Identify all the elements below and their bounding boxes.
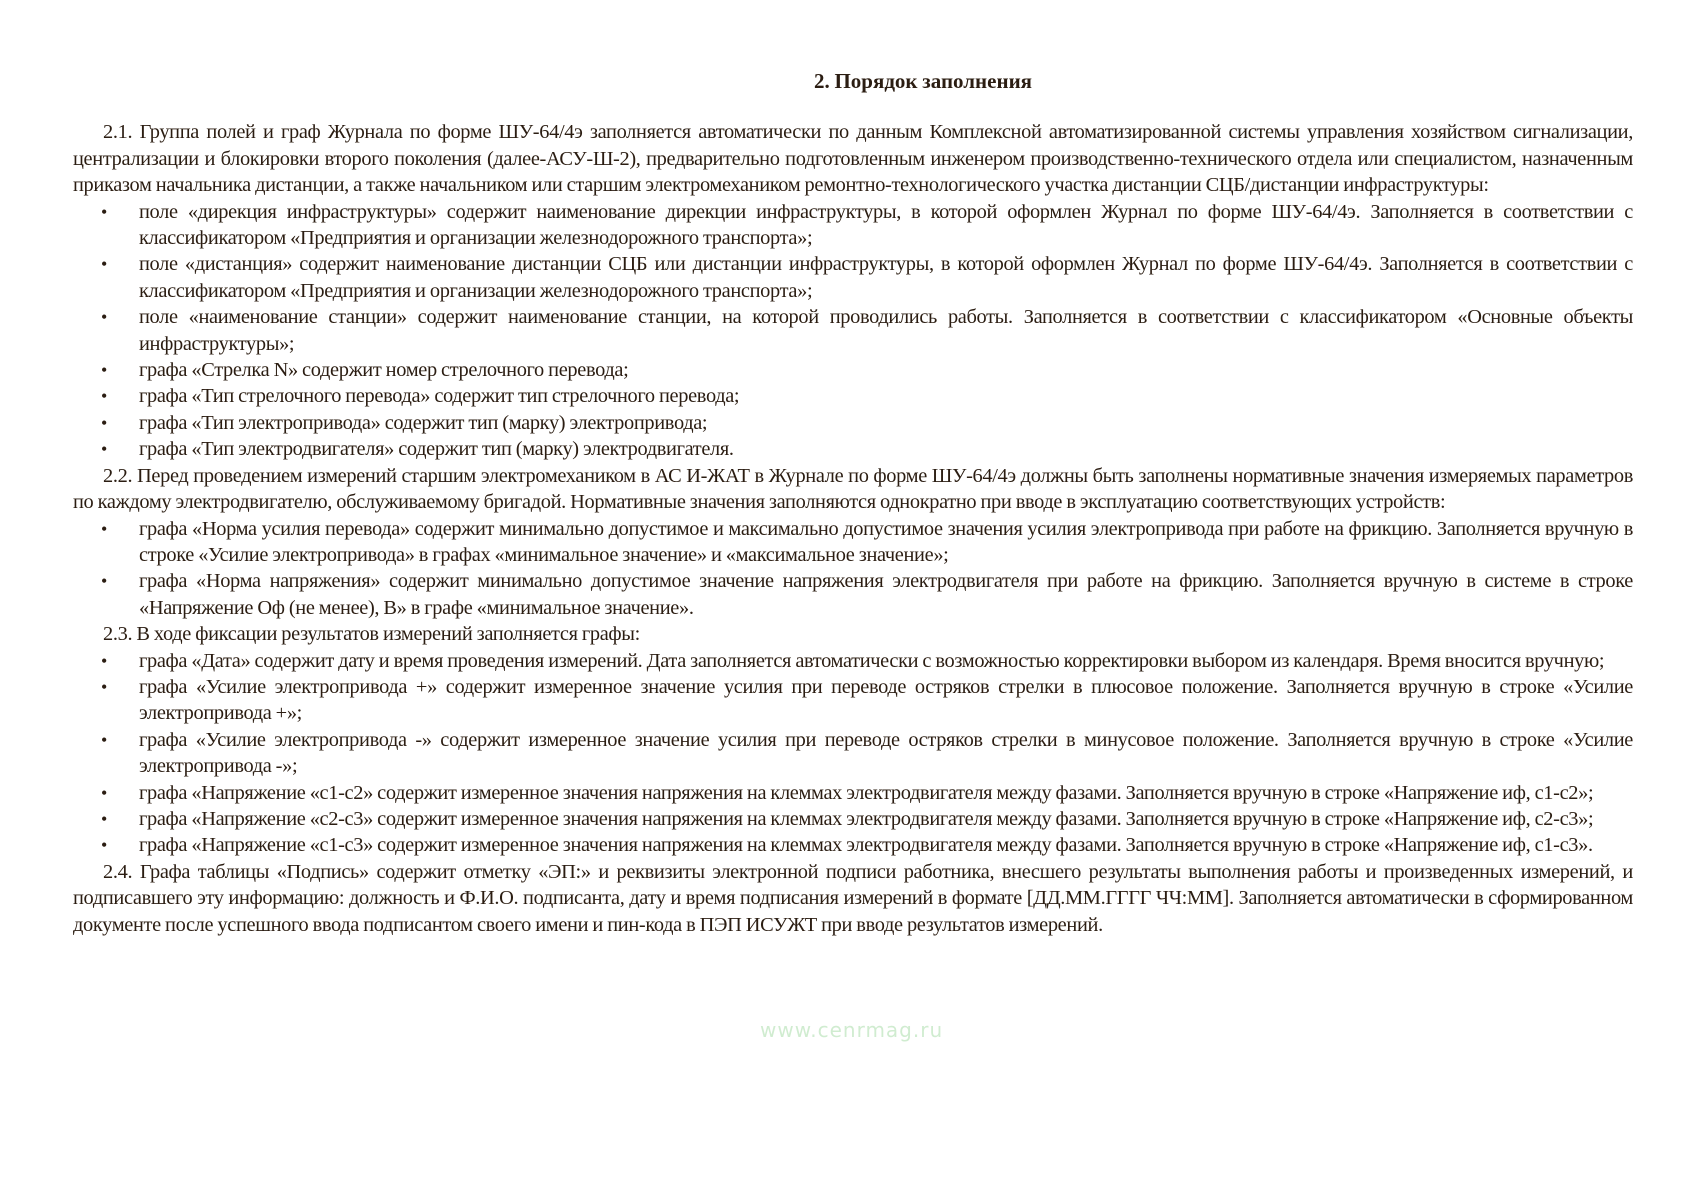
bullet-icon: • bbox=[101, 386, 107, 407]
list-item bbox=[73, 780, 1633, 806]
paragraph-2-2: 2.2. Перед проведением измерений старшим электромехаником в АС И-ЖАТ в Журнале по форме ШУ-64/4э должны быть заполнены нормативные значения измеряемых параметров по каждому электродвигателю, обслуживаемому бригадой. Нормативные значения заполняются однократно при вводе в эксплуатацию соответствующих устройств: bbox=[73, 464, 1633, 514]
list-item-text: графа «Стрелка N» содержит номер стрелочного перевода; bbox=[139, 359, 629, 382]
list-item-text: поле «дирекция инфраструктуры» содержит наименование дирекции инфраструктуры, в которой оформлен Журнал по форме ШУ-64/4э. Заполняется в соответствии с классификатором «Предприятия и организации железнодорожного транспорта»; bbox=[139, 200, 1633, 250]
list-item-text: графа «Тип электродвигателя» содержит тип (марку) электродвигателя. bbox=[139, 438, 734, 461]
list-item-text: поле «наименование станции» содержит наименование станции, на которой проводились работы. Заполняется в соответствии с классификатором «Основные объекты инфраструктуры»; bbox=[139, 306, 1633, 355]
list-item-text: графа «Усилие электропривода +» содержит измеренное значение усилия при переводе остряков стрелки в плюсовое положение. Заполняется вручную в строке «Усилие электропривода +»; bbox=[139, 675, 1633, 725]
list-item-text: графа «Напряжение «с2-с3» содержит измеренное значения напряжения на клеммах электродвигателя между фазами. Заполняется вручную в строке «Напряжение иф, с2-с3»; bbox=[139, 807, 1594, 830]
section-2-2 bbox=[73, 463, 1633, 621]
list-item-text: поле «дистанция» содержит наименование дистанции СЦБ или дистанции инфраструктуры, в которой оформлен Журнал по форме ШУ-64/4э. Заполняется в соответствии с классификатором «Предприятия и организации железнодорожного транспорта»; bbox=[139, 253, 1633, 302]
bullet-icon: • bbox=[101, 808, 107, 829]
bullet-icon: • bbox=[101, 676, 107, 697]
bullet-icon: • bbox=[101, 360, 107, 381]
bullet-icon: • bbox=[101, 307, 107, 328]
bullet-icon: • bbox=[101, 571, 107, 592]
paragraph-2-3: 2.3. В ходе фиксации результатов измерений заполняется графы: bbox=[103, 623, 640, 646]
list-item bbox=[73, 436, 1633, 462]
list-item bbox=[73, 568, 1633, 621]
list-item bbox=[73, 383, 1633, 409]
bullet-list-2-2 bbox=[73, 516, 1633, 622]
list-item-text: графа «Тип стрелочного перевода» содержит тип стрелочного перевода; bbox=[139, 385, 740, 408]
section-2-1 bbox=[73, 119, 1633, 462]
section-2-3 bbox=[73, 621, 1633, 859]
bullet-icon: • bbox=[101, 650, 107, 671]
document-page bbox=[73, 68, 1633, 938]
list-item bbox=[73, 806, 1633, 832]
list-item bbox=[73, 251, 1633, 304]
bullet-icon: • bbox=[101, 412, 107, 433]
list-item bbox=[73, 357, 1633, 383]
bullet-icon: • bbox=[101, 835, 107, 856]
list-item bbox=[73, 832, 1633, 858]
list-item bbox=[73, 304, 1633, 357]
bullet-list-2-3 bbox=[73, 648, 1633, 859]
list-item bbox=[73, 516, 1633, 569]
list-item bbox=[73, 648, 1633, 674]
list-item bbox=[73, 410, 1633, 436]
list-item bbox=[73, 727, 1633, 780]
watermark: www.cenrmag.ru bbox=[760, 1018, 944, 1042]
list-item-text: графа «Норма напряжения» содержит минимально допустимое значение напряжения электродвигателя при работе на фрикцию. Заполняется вручную в системе в строке «Напряжение Оф (не менее), В» в графе «минимальное значение». bbox=[139, 570, 1633, 619]
list-item-text: графа «Тип электропривода» содержит тип (марку) электропривода; bbox=[139, 411, 708, 434]
bullet-icon: • bbox=[101, 729, 107, 750]
bullet-icon: • bbox=[101, 439, 107, 460]
bullet-icon: • bbox=[101, 201, 107, 222]
bullet-icon: • bbox=[101, 518, 107, 539]
paragraph-2-1: 2.1. Группа полей и граф Журнала по форме ШУ-64/4э заполняется автоматически по данным Комплексной автоматизированной системы управления хозяйством сигнализации, централизации и блокировки второго поколения (далее-АСУ-Ш-2), предварительно подготовленным инженером производственно-технического отдела или специалистом, назначенным приказом начальника дистанции, а также начальником или старшим электромехаником ремонтно-технологического участка дистанции СЦБ/дистанции инфраструктуры: bbox=[73, 121, 1633, 197]
paragraph-2-4: 2.4. Графа таблицы «Подпись» содержит отметку «ЭП:» и реквизиты электронной подписи работника, внесшего результаты выполнения работы и произведенных измерений, и подписавшего эту информацию: должность и Ф.И.О. подписанта, дату и время подписания измерений в формате [ДД.ММ.ГГГГ ЧЧ:ММ]. Заполняется автоматически в сформированном документе после успешного ввода подписантом своего имени и пин-кода в ПЭП ИСУЖТ при вводе результатов измерений. bbox=[73, 860, 1633, 936]
bullet-list-2-1 bbox=[73, 199, 1633, 463]
list-item-text: графа «Напряжение «с1-с3» содержит измеренное значения напряжения на клеммах электродвигателя между фазами. Заполняется вручную в строке «Напряжение иф, с1-с3». bbox=[139, 834, 1593, 857]
list-item bbox=[73, 674, 1633, 727]
bullet-icon: • bbox=[101, 254, 107, 275]
list-item-text: графа «Дата» содержит дату и время проведения измерений. Дата заполняется автоматически с возможностью корректировки выбором из календаря. Время вносится вручную; bbox=[139, 649, 1605, 672]
list-item-text: графа «Норма усилия перевода» содержит минимально допустимое и максимально допустимое значения усилия электропривода при работе на фрикцию. Заполняется вручную в строке «Усилие электропривода» в графах «минимальное значение» и «максимальное значение»; bbox=[139, 517, 1633, 566]
list-item-text: графа «Напряжение «с1-с2» содержит измеренное значения напряжения на клеммах электродвигателя между фазами. Заполняется вручную в строке «Напряжение иф, с1-с2»; bbox=[139, 781, 1594, 804]
list-item bbox=[73, 199, 1633, 252]
bullet-icon: • bbox=[101, 782, 107, 803]
list-item-text: графа «Усилие электропривода -» содержит измеренное значение усилия при переводе остряков стрелки в минусовое положение. Заполняется вручную в строке «Усилие электропривода -»; bbox=[139, 728, 1633, 778]
section-title: 2. Порядок заполнения bbox=[813, 69, 1033, 93]
section-2-4 bbox=[73, 859, 1633, 938]
